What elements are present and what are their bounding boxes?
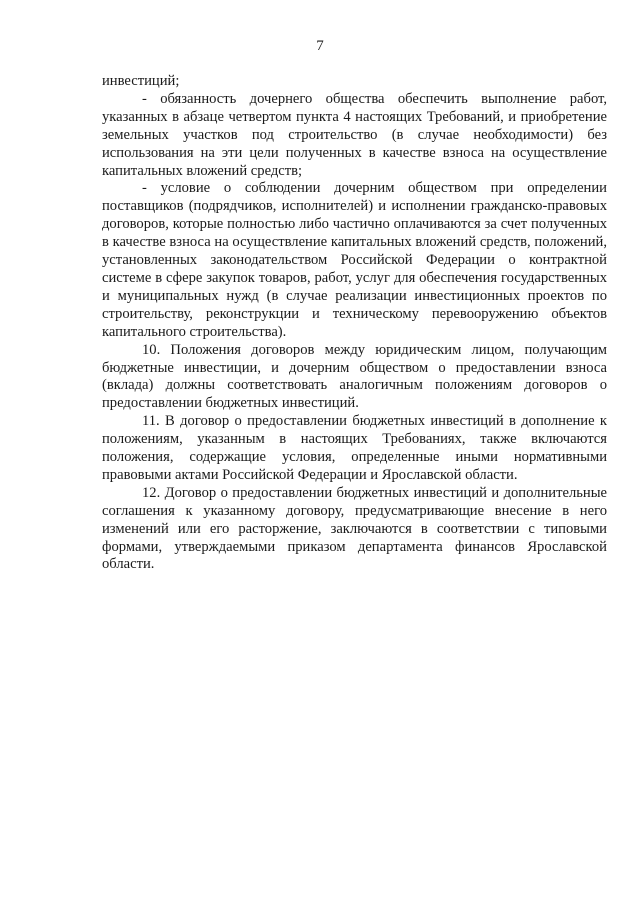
paragraph-clause-12: 12. Договор о предоставлении бюджетных инвестиций и дополнительные соглашения к указанному договору, предусматривающие внесение в него изменений или его расторжение, заключаются в соответствии с типовыми формами, утверждаемыми приказом департамента финансов Ярославской области. [102,484,607,573]
paragraph-clause-10: 10. Положения договоров между юридическим лицом, получающим бюджетные инвестиции, и дочерним обществом о предоставлении взноса (вклада) должны соответствовать аналогичным положениям договоров о предоставлении бюджетных инвестиций. [102,341,607,412]
document-body [102,73,607,574]
page-number: 7 [316,38,324,54]
paragraph-clause-11: 11. В договор о предоставлении бюджетных инвестиций в дополнение к положениям, указанным в настоящих Требованиях, также включаются положения, содержащие условия, определенные иными нормативными правовыми актами Российской Федерации и Ярославской области. [102,413,607,483]
paragraph-subsidiary-obligation: - обязанность дочернего общества обеспечить выполнение работ, указанных в абзаце четвертом пункта 4 настоящих Требований, и приобретение земельных участков под строительство (в случае необходимости) без использования на эти цели полученных в качестве взноса на осуществление капитальных вложений средств; [102,90,607,179]
paragraph-investments-end: инвестиций; [102,73,180,89]
paragraph-procurement-condition: - условие о соблюдении дочерним обществом при определении поставщиков (подрядчиков, исполнителей) и исполнении гражданско-правовых договоров, которые полностью либо частично оплачиваются за счет полученных в качестве взноса на осуществление капитальных вложений средств, положений, установленных законодательством Российской Федерации о контрактной системе в сфере закупок товаров, работ, услуг для обеспечения государственных и муниципальных нужд (в случае реализации инвестиционных проектов по строительству, реконструкции и техническому перевооружению объектов капитального строительства). [102,180,607,340]
